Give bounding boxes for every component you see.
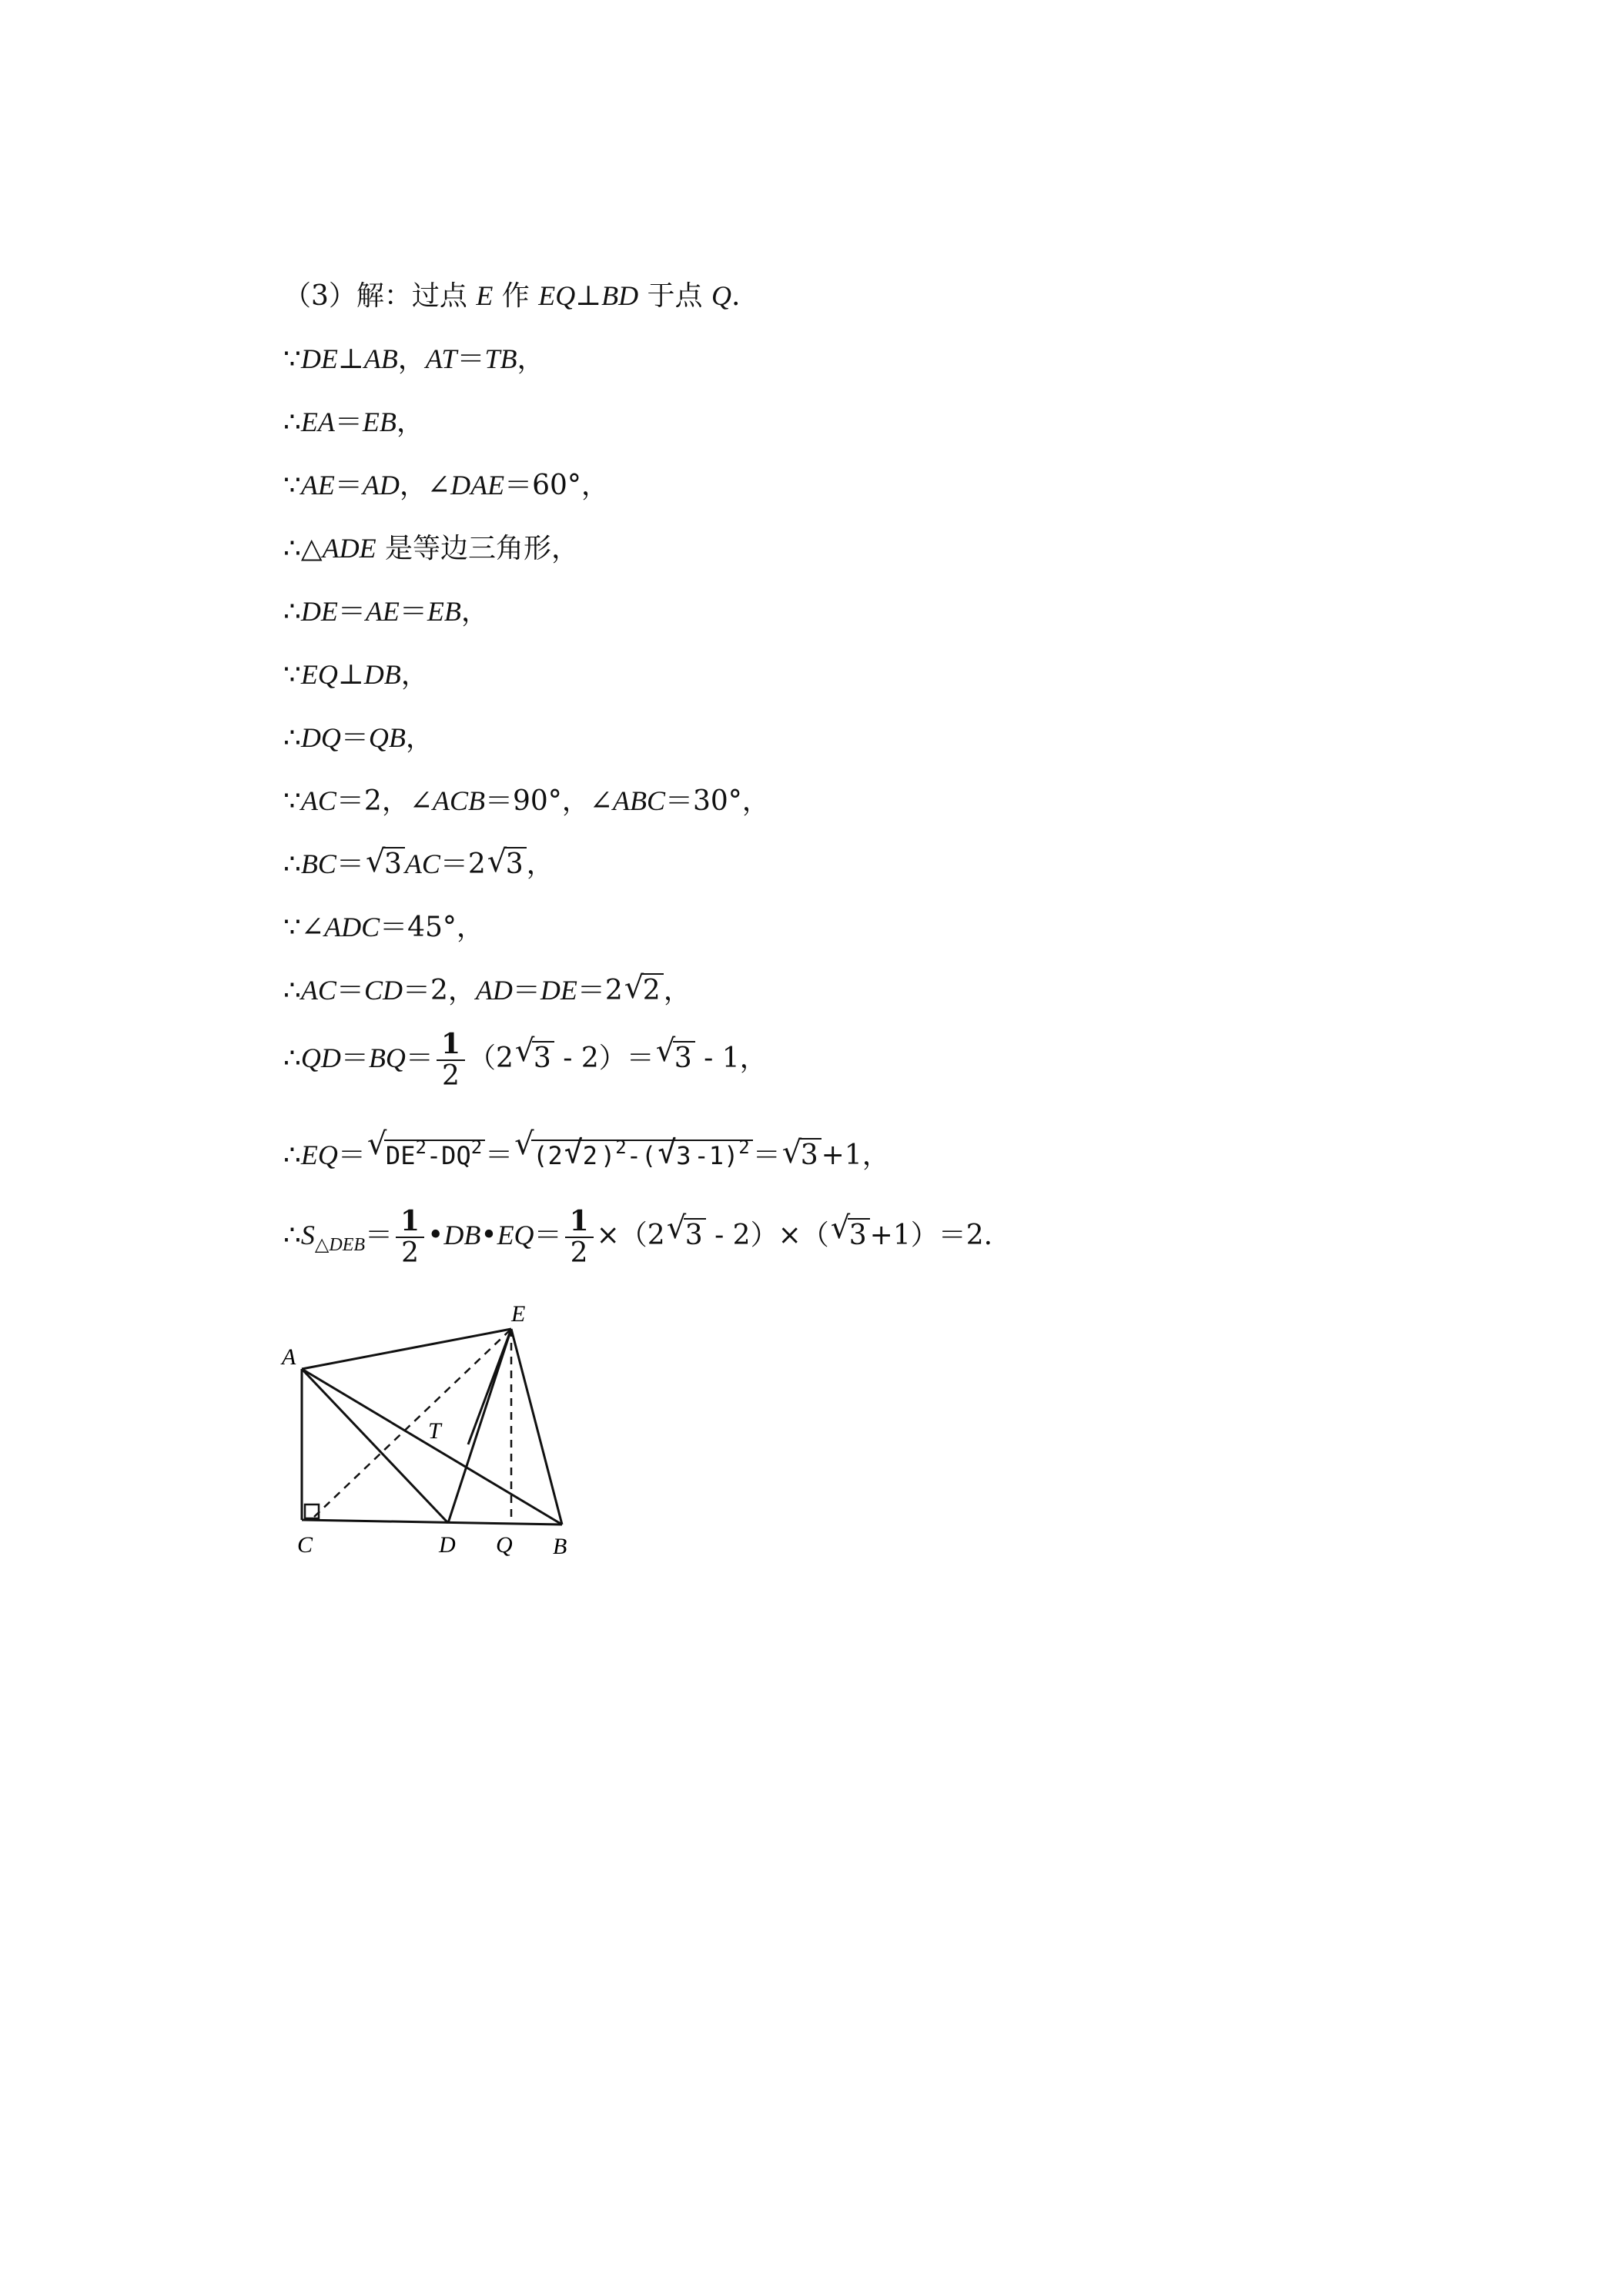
radicand: 3 [674,1140,694,1170]
sqrt: √ 3 [782,1137,822,1174]
numerator: 1 [437,1029,465,1061]
sqrt: √ 3 [658,1137,694,1174]
text: ， [396,407,424,438]
sqrt: √ 2 [564,1137,601,1174]
var: AD [362,470,400,500]
text: ＝2 [440,848,486,880]
var: AD [475,975,513,1006]
var: EQ [538,280,576,311]
therefore-symbol: ∴ [283,1043,301,1074]
sqrt: √ 3 [831,1213,870,1259]
var: QB [368,722,406,753]
text: +1）＝2. [869,1220,993,1251]
var: AC [300,785,336,816]
var: Q [711,280,731,311]
text: ＝2 [577,975,623,1006]
segment-CB [302,1520,562,1525]
numerator: 1 [396,1206,424,1238]
sqrt: √ 3 [515,1036,554,1082]
text: ×（2 [596,1220,665,1251]
label-Q: Q [496,1532,513,1558]
var: AB [363,343,398,374]
text: - 2）×（ [705,1220,829,1251]
text: . [731,280,741,312]
radicand: 3 [504,847,527,880]
therefore-symbol: ∴ [283,722,301,754]
sqrt: √ 3 [487,846,527,883]
numerator: 1 [565,1206,594,1238]
exponent: 2 [615,1136,627,1158]
therefore-symbol: ∴ [283,596,301,628]
label-C: C [297,1532,313,1558]
denominator: 2 [401,1237,420,1269]
var: DAE [450,470,505,500]
text: ， [526,848,554,880]
because-symbol: ∵ [283,659,301,691]
segment-ET [468,1329,511,1444]
therefore-symbol: ∴ [283,975,301,1006]
var: ABC [612,785,665,816]
segment-AB [302,1369,562,1525]
text: ，∠ [399,470,451,501]
text: - 2）＝ [554,1043,654,1074]
right-angle-mark [305,1504,319,1518]
text: -( [626,1141,657,1170]
exponent: 2 [470,1136,483,1158]
var: CD [363,975,403,1006]
var: QD [300,1043,341,1073]
text: DE [385,1141,416,1170]
text: • [480,1220,497,1251]
segment-AD [302,1369,448,1523]
therefore-symbol: ∴ [283,1220,301,1251]
perp-symbol: ⊥ [337,659,364,691]
text: ＝ [485,1140,514,1171]
var: E [476,280,494,311]
therefore-symbol: ∴ [283,1140,301,1171]
denominator: 2 [442,1060,460,1092]
sqrt: √ 3 [667,1213,706,1259]
text: ， [663,975,691,1006]
text: ＝ [334,470,363,501]
radicand: 2 [581,1140,601,1170]
text: ＝ [399,596,427,628]
var: EQ [300,659,338,690]
because-symbol: ∵ [283,470,301,501]
var: DE [300,596,338,627]
text: ＝ [365,1220,393,1251]
text: ＝ [752,1140,781,1171]
subscript: △DEB [314,1235,366,1255]
segment-AE [302,1329,511,1369]
text: ＝90°，∠ [485,785,613,817]
radicand: 3 [684,1218,706,1251]
radicand: 3 [532,1041,554,1074]
var: DQ [300,722,341,753]
var: AE [300,470,335,500]
because-symbol: ∵∠ [283,912,325,943]
because-symbol: ∵ [283,785,301,817]
text: ＝60°， [504,470,609,501]
text: 作 [493,280,539,312]
var: S [300,1220,315,1250]
radicand: 3 [383,847,405,880]
text: -1) [694,1141,739,1170]
because-symbol: ∵ [283,343,301,375]
label-D: D [439,1532,456,1558]
sqrt: √ 2 [624,972,664,1009]
radicand: 3 [799,1138,822,1171]
sqrt-big: √ $DE^2-DQ^2$ [367,1129,485,1174]
text: ＝30°， [664,785,770,817]
text: - 1， [694,1043,768,1074]
var: DE [300,343,338,374]
text: ＝ [337,596,366,628]
exponent: 2 [738,1136,750,1158]
sqrt-big: √ (2 √ 2 )$^2$-( √ 3 -1)$^2$ [514,1129,753,1174]
therefore-symbol: ∴ [283,848,301,880]
text: • [427,1220,444,1251]
label-B: B [553,1534,567,1559]
text: ＝ [534,1220,562,1251]
label-E: E [511,1301,526,1327]
text: ， [517,343,545,375]
text: ， [400,659,429,691]
text: -DQ [426,1141,471,1170]
therefore-symbol: ∴△ [283,533,323,564]
text: ＝2， [402,975,476,1006]
var: EB [427,596,461,627]
text: 是等边三角形， [376,533,580,564]
text: ＝ [336,975,364,1006]
var: BD [601,280,639,311]
var: EB [362,407,397,437]
sqrt: √ 3 [656,1036,695,1082]
text: ＝ [336,848,364,880]
var: BQ [368,1043,406,1073]
text: ＝ [340,1043,369,1074]
var: AE [365,596,400,627]
var: AC [300,975,336,1006]
radicand: 3 [848,1218,870,1251]
var: AC [404,848,440,879]
label-A: A [282,1344,296,1370]
perp-symbol: ⊥ [337,343,364,375]
text: ＝2，∠ [336,785,433,817]
text: ， [397,343,426,375]
text: ＝ [512,975,540,1006]
denominator: 2 [570,1237,588,1269]
radicand: 3 [673,1041,695,1074]
text: ， [460,596,489,628]
radicand: 2 [641,973,664,1006]
text: 于点 [638,280,711,312]
var: TB [484,343,517,374]
text: ＝ [340,722,369,754]
label-T: T [428,1418,441,1444]
var: EQ [497,1220,534,1250]
text: ＝ [405,1043,433,1074]
perp-symbol: ⊥ [575,280,602,312]
therefore-symbol: ∴ [283,407,301,438]
var: DB [363,659,401,690]
sqrt: √ 3 [366,846,405,883]
var: DB [443,1220,481,1250]
text: ， [405,722,433,754]
var: ACB [433,785,485,816]
text: （2 [468,1043,514,1074]
var: EA [300,407,335,437]
var: AT [425,343,457,374]
text: ＝ [337,1140,366,1171]
var: ADC [324,912,380,942]
var: BC [300,848,336,879]
var: DE [540,975,577,1006]
text: （3）解：过点 [283,280,477,312]
text: ＝ [457,343,485,375]
text: ＝45°， [380,912,484,943]
text: +1， [821,1140,890,1171]
text: (2 [533,1141,563,1170]
var: ADE [322,533,376,564]
segment-EB [511,1329,562,1525]
var: EQ [300,1140,338,1170]
exponent: 2 [415,1136,427,1158]
text: ) [600,1141,616,1170]
text: ＝ [334,407,363,438]
